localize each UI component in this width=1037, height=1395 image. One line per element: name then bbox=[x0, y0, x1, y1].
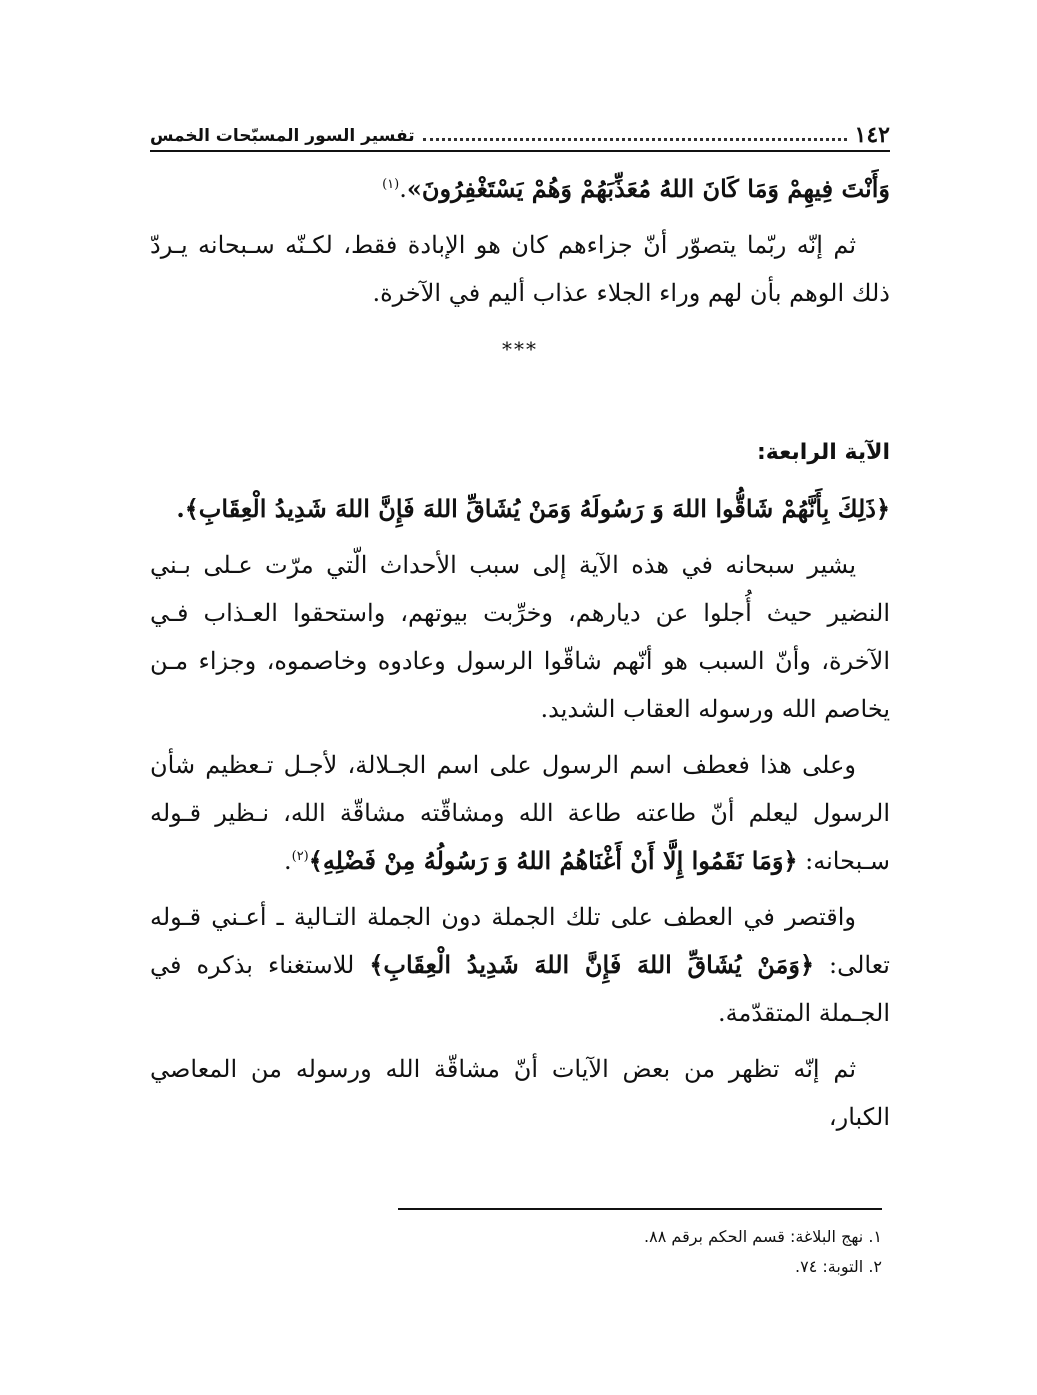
book-title: تفسير السور المسبّحات الخمس bbox=[150, 126, 415, 146]
section-heading: الآية الرابعة: bbox=[756, 440, 890, 465]
footnote-mark-2: (٢) bbox=[291, 849, 309, 864]
verse-four: ﴿ذَلِكَ بِأَنَّهُمْ شَاقُّوا اللهَ وَ رَسُولَهُ وَمَنْ يُشَاقِّ اللهَ فَإِنَّ اللهَ شَدِيدُ الْعِقَابِ﴾. bbox=[176, 494, 890, 523]
page-body bbox=[150, 165, 890, 1149]
paragraph-5-text-b: للاستغناء بذكره في الجـملة المتقدّمة. bbox=[150, 951, 890, 1027]
footnote-2: ٢. التوبة: ٧٤. bbox=[795, 1257, 882, 1276]
footnote-mark-1: (١) bbox=[382, 177, 400, 192]
paragraph-6: ثم إنّه تظهر من بعض الآيات أنّ مشاقّة الله ورسوله من المعاصي الكبار، bbox=[150, 1055, 890, 1131]
quran-verse: وَأَنْتَ فِيهِمْ وَمَا كَانَ اللهُ مُعَذِّبَهُمْ وَهُمْ يَسْتَغْفِرُونَ» bbox=[406, 174, 890, 203]
quran-verse-quote: ﴿وَمَنْ يُشَاقِّ اللهَ فَإِنَّ اللهَ شَدِيدُ الْعِقَابِ﴾ bbox=[369, 950, 815, 979]
paragraph-2: ثم إنّه ربّما يتصوّر أنّ جزاءهم كان هو الإبادة فقط، لكـنّه سـبحانه يـردّ ذلك الوهم بأن لهم وراء الجلاء عذاب أليم في الآخرة. bbox=[150, 231, 890, 307]
section-separator: *** bbox=[502, 337, 538, 361]
page-header bbox=[150, 106, 890, 146]
paragraph-verse-end: وَأَنْتَ فِيهِمْ وَمَا كَانَ اللهُ مُعَذِّبَهُمْ وَهُمْ يَسْتَغْفِرُونَ».$^{(١)}$ bbox=[382, 174, 890, 203]
header-dotted-leader bbox=[423, 138, 847, 141]
paragraph-4-text: وعلى هذا فعطف اسم الرسول على اسم الجـلالة، لأجـل تـعظيم شأن الرسول ليعلم أنّ طاعته طاعة الله ومشاقّته مشاقّة الله، نـظير قـوله سـبحانه: bbox=[150, 751, 890, 875]
footnote-1: ١. نهج البلاغة: قسم الحكم برقم ٨٨. bbox=[644, 1227, 882, 1246]
page-number: ١٤٢ bbox=[854, 122, 890, 148]
paragraph-5 bbox=[150, 893, 890, 1037]
paragraph-5-text-a: واقتصر في العطف على تلك الجملة دون الجملة التـالية ـ أعـني قـوله تعالى: bbox=[150, 903, 890, 979]
quran-verse-tawba: ﴿وَمَا نَقَمُوا إِلَّا أَنْ أَغْنَاهُمُ اللهُ وَ رَسُولُهُ مِنْ فَضْلِهِ﴾ bbox=[308, 846, 798, 875]
paragraph-3: يشير سبحانه في هذه الآية إلى سبب الأحداث الّتي مرّت عـلى بـني النضير حيث أُجلوا عن ديارهم، وخرِّبت بيوتهم، واستحقوا العـذاب فـي الآخرة، وأنّ السبب هو أنّهم شاقّوا الرسول وعادوه وخاصموه، وجزاء مـن يخاصم الله ورسوله العقاب الشديد. bbox=[150, 551, 890, 723]
footnote-rule bbox=[398, 1208, 882, 1210]
header-rule bbox=[150, 150, 890, 152]
footnotes bbox=[398, 1222, 882, 1282]
paragraph-4: وعلى هذا فعطف اسم الرسول على اسم الجـلالة، لأجـل تـعظيم شأن الرسول ليعلم أنّ طاعته طاعة الله ومشاقّته مشاقّة الله، نـظير قـوله سـبحانه: ﴿وَمَا نَقَمُوا إِلَّا أَنْ أَغْنَاهُمُ اللهُ وَ رَسُولُهُ مِنْ فَضْلِهِ﴾$^{(٢)}$. bbox=[150, 751, 890, 875]
